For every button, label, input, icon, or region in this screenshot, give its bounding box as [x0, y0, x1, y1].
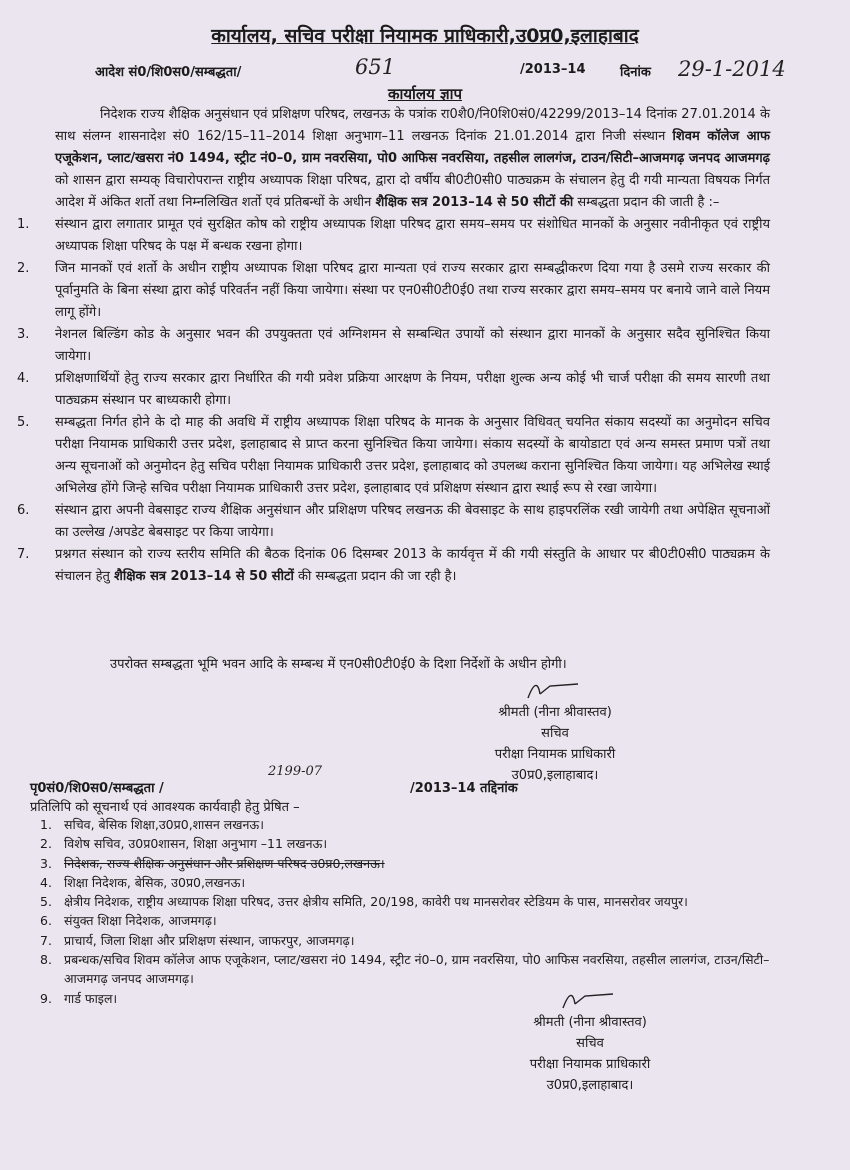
order-number: 651 — [355, 55, 396, 79]
copy-item-number: 9. — [40, 990, 52, 1006]
condition-item — [17, 368, 770, 412]
condition-text — [55, 544, 770, 588]
conditions-list — [17, 214, 770, 544]
copy-item-number: 1. — [40, 817, 52, 832]
condition-number: 5. — [17, 415, 30, 430]
copy-item-text: सचिव, बेसिक शिक्षा,उ0प्र0,शासन लखनऊ। — [64, 817, 264, 832]
copy-list-item — [40, 834, 780, 853]
condition-text: प्रशिक्षणार्थियों हेतु राज्य सरकार द्वारा निर्धारित की गयी प्रवेश प्रक्रिया आरक्षण के नियम, परीक्षा शुल्क अन्य कोई भी चार्ज परीक्षा की समय सारणी तथा पाठ्यक्रम संस्थान पर बाध्यकारी होगा। — [55, 371, 770, 408]
copy-item-number: 3. — [40, 855, 52, 871]
office-title: कार्यालय, सचिव परीक्षा नियामक प्राधिकारी,उ0प्र0,इलाहाबाद — [211, 25, 639, 47]
condition7-session: शैक्षिक सत्र 2013–14 से 50 सीटों — [114, 569, 294, 584]
condition-item — [17, 412, 770, 500]
copy-item-number: 8. — [40, 952, 52, 968]
condition7-text-c: की सम्बद्धता प्रदान की जा रही है। — [293, 569, 457, 584]
copy-item-text: संयुक्त शिक्षा निदेशक, आजमगढ़। — [64, 913, 217, 929]
copy-item-text: शिक्षा निदेशक, बेसिक, उ0प्र0,लखनऊ। — [64, 874, 246, 890]
signature-mark — [555, 990, 625, 1012]
condition-item — [17, 500, 770, 544]
copy-list-item — [40, 911, 780, 930]
signatory-name: श्रीमती (नीना श्रीवास्तव) — [498, 705, 612, 720]
signature-mark — [520, 680, 590, 702]
signatory-office: परीक्षा नियामक प्राधिकारी — [494, 747, 616, 762]
condition-number: 4. — [17, 371, 30, 386]
signatory-place: उ0प्र0,इलाहाबाद। — [546, 1078, 634, 1093]
order-session: /2013–14 — [520, 62, 586, 77]
copy-ref-suffix: /2013–14 तद्दिनांक — [410, 781, 518, 796]
copy-item-number: 6. — [40, 913, 52, 929]
condition-text: जिन मानकों एवं शर्तो के अधीन राष्ट्रीय अध्यापक शिक्षा परिषद द्वारा मान्यता एवं राज्य सरकार द्वारा सम्बद्धीकरण दिया गया है उसमे राज्य सरकार की पूर्वानुमति के बिना संस्था द्वारा कोई परिवर्तन नहीं किया जायेगा। संस्था पर एन0सी0टी0ई0 तथा राज्य सरकार द्वारा समय–समय पर बनाये जाने वाले नियम लागू होंगे। — [55, 261, 770, 320]
closing-note: उपरोक्त सम्बद्धता भूमि भवन आदि के सम्बन्ध में एन0सी0टी0ई0 के दिशा निर्देशों के अधीन होगी। — [110, 657, 567, 672]
condition-number: 3. — [17, 327, 30, 342]
copy-intro: प्रतिलिपि को सूचनार्थ एवं आवश्यक कार्यवाही हेतु प्रेषित – — [30, 800, 300, 815]
intro-text-e: सम्बद्धता प्रदान की जाती है :– — [573, 195, 720, 210]
copy-item-text: क्षेत्रीय निदेशक, राष्ट्रीय अध्यापक शिक्षा परिषद, उत्तर क्षेत्रीय समिति, 20/198, कावेरी पथ मानसरोवर स्टेडियम के पास, मानसरोवर जयपुर। — [64, 894, 688, 910]
institution-name: शिवम कॉलेज आफ एजूकेशन, प्लाट/खसरा नं0 1494, स्ट्रीट नं0–0, ग्राम नवरसिया, पो0 आफिस नवरसिया, तहसील लालगंज, टाउन/सिटी–आजमगढ़ जनपद आजमगढ़ — [55, 129, 770, 166]
condition-item — [17, 258, 770, 324]
copy-list-item — [40, 931, 780, 950]
condition-text: संस्थान द्वारा लगातार प्रामूत एवं सुरक्षित कोष को राष्ट्रीय अध्यापक शिक्षा परिषद द्वारा समय–समय पर संशोधित मानकों के अनुसार नवीनीकृत एवं राष्ट्रीय अध्यापक शिक्षा परिषद के पक्ष में बन्धक रखना होगा। — [55, 217, 770, 254]
copy-list-item — [40, 873, 780, 892]
copy-list-item — [40, 854, 780, 873]
order-ref-prefix: आदेश सं0/शि0स0/सम्बद्धता/ — [95, 65, 242, 80]
signature-block — [440, 680, 670, 786]
signatory-place: उ0प्र0,इलाहाबाद। — [511, 768, 599, 783]
copy-ref-prefix: पृ0सं0/शि0स0/सम्बद्धता / — [30, 781, 164, 796]
copy-item-number: 4. — [40, 874, 52, 890]
copy-item-number: 7. — [40, 932, 52, 948]
condition-number: 7. — [17, 547, 30, 562]
copy-list-item — [40, 815, 780, 834]
copy-item-text: प्रबन्धक/सचिव शिवम कॉलेज आफ एजूकेशन, प्लाट/खसरा नं0 1494, स्ट्रीट नं0–0, ग्राम नवरसिया, पो0 आफिस नवरसिया, तहसील लालगंज, टाउन/सिटी–आजमगढ़ जनपद आजमगढ़। — [64, 952, 770, 987]
signatory-designation: सचिव — [576, 1036, 604, 1051]
copy-list-item — [40, 950, 780, 989]
condition-text: संस्थान द्वारा अपनी वेबसाइट राज्य शैक्षिक अनुसंधान और प्रशिक्षण परिषद लखनऊ की बेवसाइट के साथ हाइपरलिंक रखी जायेगी तथा अपेक्षित सूचनाओं का उल्लेख /अपडेट बेबसाइट पर किया जायेगा। — [55, 503, 770, 540]
intro-text-a: निदेशक राज्य शैक्षिक अनुसंधान एवं प्रशिक्षण परिषद, लखनऊ के पत्रांक रा0शै0/नि0शि0सं0/42299/2013–14 दिनांक 27.01.2014 के साथ संलग्न शासनादेश सं0 162/15–11–2014 शिक्षा अनुभाग–11 लखनऊ दिनांक 21.01.2014 द्वारा निजी संस्थान — [55, 107, 770, 144]
condition-item — [17, 214, 770, 258]
order-date-label: दिनांक — [620, 65, 651, 80]
signatory-designation: सचिव — [541, 726, 569, 741]
intro-text-c: को शासन द्वारा सम्यक् विचारोपरान्त राष्ट्रीय अध्यापक शिक्षा परिषद, द्वारा दो वर्षीय बी0टी0सी0 पाठ्यक्रम के संचालन हेतु दी गयी मान्यता विषयक निर्गत आदेश में अंकित शर्तो तथा निम्नलिखित शर्तो एवं प्रतिबन्धों के अधीन — [55, 173, 770, 210]
condition7-text-a: प्रश्नगत संस्थान को राज्य स्तरीय समिति की बैठक दिनांक 06 दिसम्बर 2013 के कार्यवृत्त में की गयी संस्तुति के आधार पर बी0टी0सी0 पाठ्यक्रम के संचालन हेतु — [55, 547, 770, 584]
signatory-office: परीक्षा नियामक प्राधिकारी — [529, 1057, 651, 1072]
memo-body — [17, 104, 770, 588]
order-date: 29-1-2014 — [678, 57, 786, 81]
signatory-name: श्रीमती (नीना श्रीवास्तव) — [533, 1015, 647, 1030]
copy-list-item — [40, 892, 780, 911]
copy-item-number: 5. — [40, 894, 52, 910]
condition-item — [17, 324, 770, 368]
condition-item — [17, 544, 770, 588]
copy-item-text: विशेष सचिव, उ0प्र0शासन, शिक्षा अनुभाग –11 लखनऊ। — [64, 836, 328, 852]
copy-item-text: गार्ड फाइल। — [64, 990, 118, 1006]
condition-number: 2. — [17, 261, 30, 276]
copy-list — [40, 815, 780, 1008]
signature-block-2 — [480, 990, 700, 1096]
condition-text: नेशनल बिल्डिंग कोड के अनुसार भवन की उपयुक्तता एवं अग्निशमन से सम्बन्धित उपायों को संस्थान द्वारा मानकों के अनुसार सदैव सुनिश्चित किया जायेगा। — [55, 327, 770, 364]
condition-text: सम्बद्धता निर्गत होने के दो माह की अवधि में राष्ट्रीय अध्यापक शिक्षा परिषद के मानक के अनुसार विधिवत् चयनित संकाय सदस्यों का अनुमोदन सचिव परीक्षा नियामक प्राधिकारी उत्तर प्रदेश, इलाहाबाद से प्राप्त करना सुनिश्चित किया जायेगा। संकाय सदस्यों के बायोडाटा एवं अन्य समस्त प्रमाण पत्रों तथा अन्य सूचनाओं को अनुमोदन हेतु सचिव परीक्षा नियामक प्राधिकारी उत्तर प्रदेश, इलाहाबाद को उपलब्ध कराना सुनिश्चित किया जायेगा। यह अभिलेख स्थाई अभिलेख होंगे जिन्हे सचिव परीक्षा नियामक प्राधिकारी उत्तर प्रदेश, इलाहाबाद एवं प्रशिक्षण संस्थान द्वारा स्थाई रूप से रखा जायेगा। — [55, 415, 770, 496]
condition-number: 1. — [17, 217, 30, 232]
copy-item-number: 2. — [40, 836, 52, 852]
copy-item-text: निदेशक, राज्य शैक्षिक अनुसंधान और प्रशिक्षण परिषद उ0प्र0,लखनऊ। — [64, 855, 385, 871]
memo-heading: कार्यालय ज्ञाप — [387, 85, 463, 103]
intro-paragraph — [55, 104, 770, 214]
condition-number: 6. — [17, 503, 30, 518]
session-seats: शैक्षिक सत्र 2013–14 से 50 सीटों की — [375, 195, 574, 210]
copy-ref-number: 2199-07 — [268, 764, 323, 779]
copy-item-text: प्राचार्य, जिला शिक्षा और प्रशिक्षण संस्थान, जाफरपुर, आजमगढ़। — [64, 932, 355, 948]
